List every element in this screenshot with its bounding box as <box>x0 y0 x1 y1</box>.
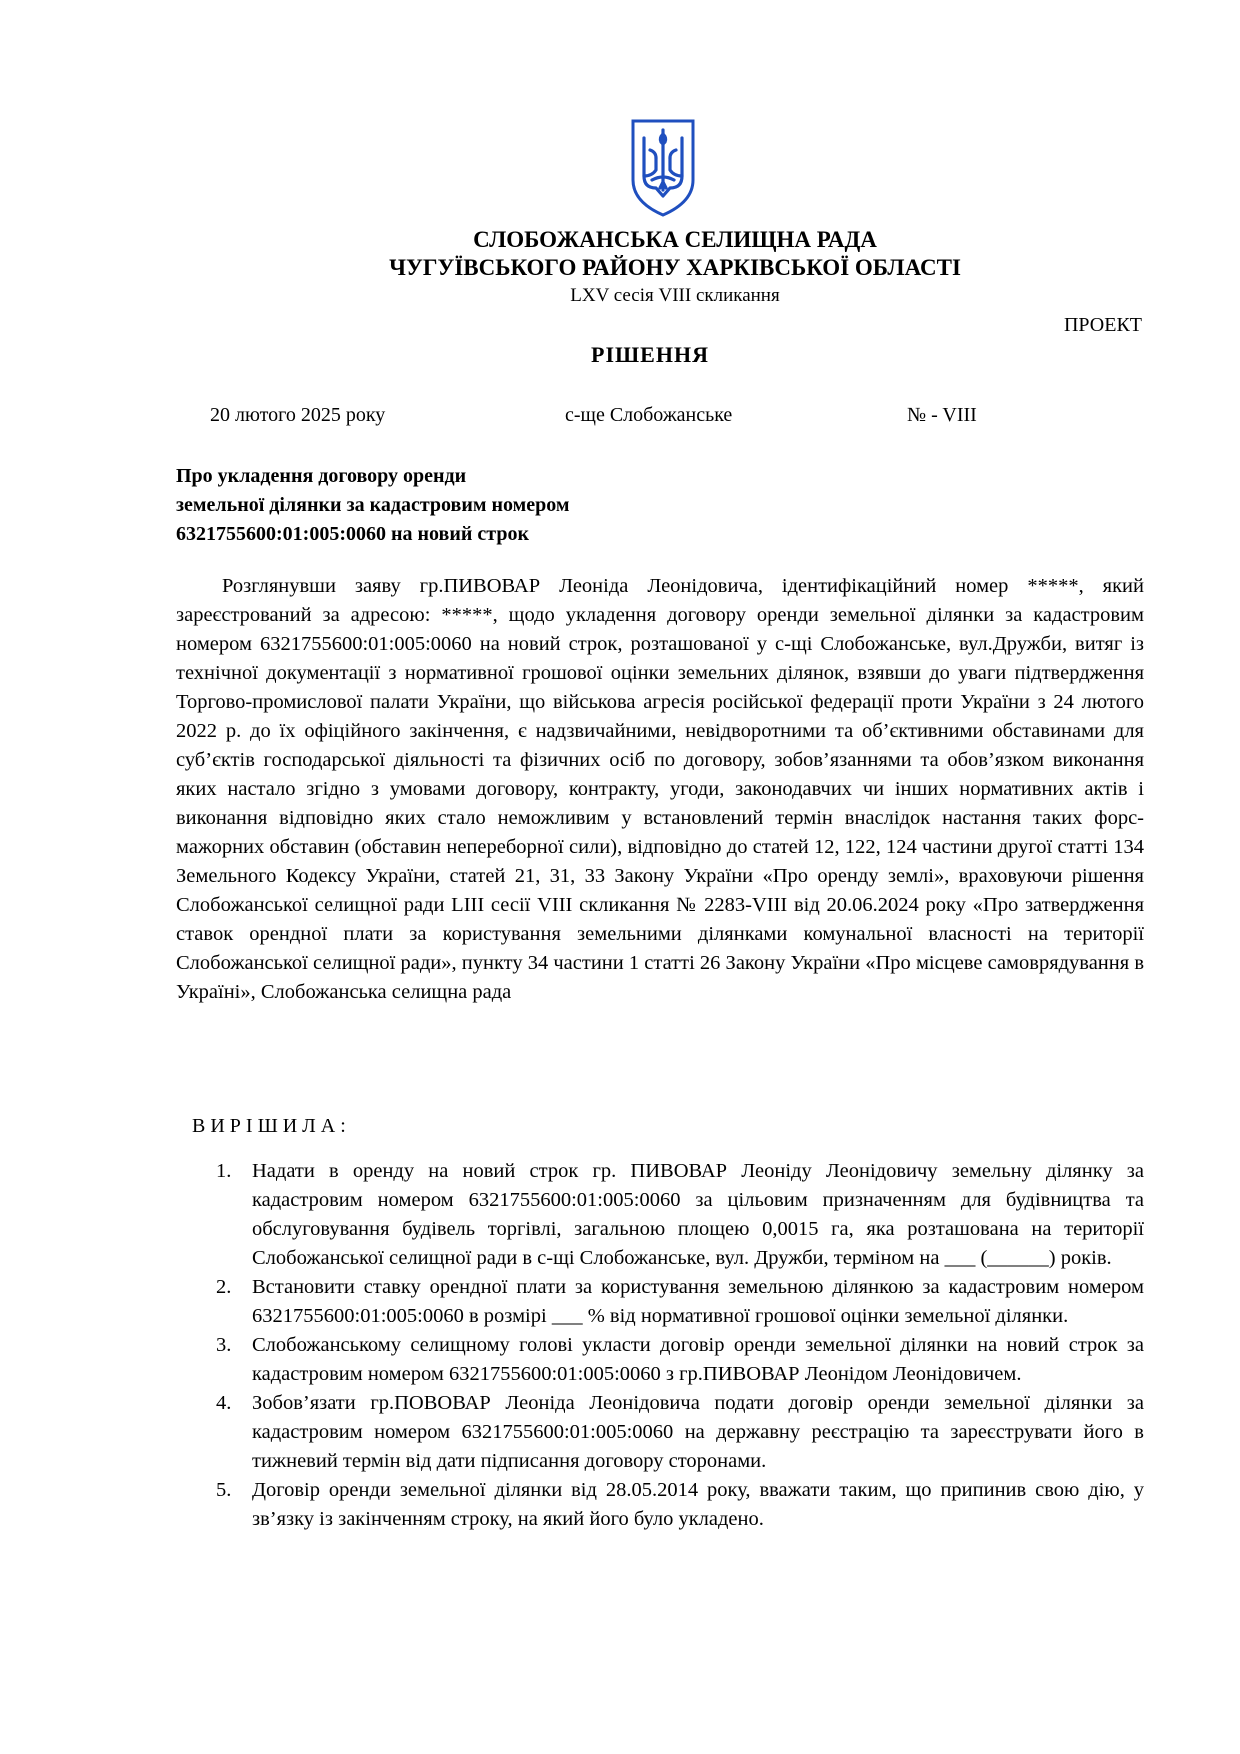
resolution-text: Надати в оренду на новий строк гр. ПИВОВАР Леоніду Леонідовичу земельну ділянку за кадастровим номером 6321755600:01:005:0060 за цільовим призначенням для будівництва та обслуговування будівель торгівлі, загальною площею 0,0015 га, яка розташована на території Слобожанської селищної ради в с-щі Слобожанське, вул. Дружби, терміном на ___ (______) років. <box>252 1160 1144 1269</box>
decision-place: с-ще Слобожанське <box>565 404 733 426</box>
preamble-paragraph: Розглянувши заяву гр.ПИВОВАР Леоніда Леонідовича, ідентифікаційний номер *****, який зареєстрований за адресою: *****, щодо укладення договору оренди земельної ділянки за кадастровим номером 6321755600:01:005:0060 на новий строк, розташованої у с-щі Слобожанське, вул.Дружби, витяг із технічної документації з нормативної грошової оцінки земельних ділянок, взявши до уваги підтвердження Торгово-промислової палати України, що військова агресія російської федерації проти України з 24 лютого 2022 р. до їх офіційного закінчення, є надзвичайними, невідворотними та об’єктивними обставинами для суб’єктів господарської діяльності та фізичних осіб по договору, зобов’язаннями та обов’язком виконання яких настало згідно з умовами договору, контракту, угоди, законодавчих чи інших нормативних актів і виконання відповідно яких стало неможливим у встановлений термін внаслідок настання таких форс-мажорних обставин (обставин непереборної сили), відповідно до статей 12, 122, 124 частини другої статті 134 Земельного Кодексу України, статей 21, 31, 33 Закону України «Про оренду землі», враховуючи рішення Слобожанської селищної ради LIII сесії VIII скликання № 2283-VIII від 20.06.2024 року «Про затвердження ставок орендної плати за користування земельними ділянками комунальної власності на території Слобожанської селищної ради», пункту 34 частини 1 статті 26 Закону України «Про місцеве самоврядування в Україні», Слобожанська селищна рада <box>176 575 1144 1003</box>
resolution-number: 3. <box>216 1334 232 1356</box>
resolution-number: 1. <box>216 1160 232 1182</box>
subject-line: земельної ділянки за кадастровим номером <box>176 494 570 516</box>
resolution-item <box>176 1389 1144 1476</box>
session-info: LXV сесія VIII скликання <box>570 285 780 306</box>
resolution-number: 4. <box>216 1392 232 1414</box>
resolution-item <box>176 1331 1144 1389</box>
resolution-number: 2. <box>216 1276 232 1298</box>
trident-coat-of-arms-icon <box>630 118 696 218</box>
resolution-item <box>176 1273 1144 1331</box>
resolution-text: Встановити ставку орендної плати за користування земельною ділянкою за кадастровим номером 6321755600:01:005:0060 в розмірі ___ % від нормативної грошової оцінки земельної ділянки. <box>252 1276 1144 1327</box>
decision-subject <box>176 462 736 549</box>
resolved-heading: ВИРІШИЛА: <box>192 1115 351 1137</box>
resolution-text: Зобов’язати гр.ПОВОВАР Леоніда Леонідовича подати договір оренди земельної ділянки за кадастровим номером 6321755600:01:005:0060 на державну реєстрацію та зареєструвати його в тижневий термін від дати підписання договору сторонами. <box>252 1392 1144 1472</box>
resolution-item <box>176 1157 1144 1273</box>
district-name: ЧУГУЇВСЬКОГО РАЙОНУ ХАРКІВСЬКОЇ ОБЛАСТІ <box>389 255 961 280</box>
project-label: ПРОЕКТ <box>1063 314 1142 336</box>
document-type-title: РІШЕННЯ <box>591 342 709 367</box>
subject-line: Про укладення договору оренди <box>176 465 467 487</box>
resolution-text: Договір оренди земельної ділянки від 28.05.2014 року, вважати таким, що припинив свою дію, у зв’язку із закінченням строку, на який його було укладено. <box>252 1479 1144 1530</box>
subject-line: 6321755600:01:005:0060 на новий строк <box>176 523 529 545</box>
decision-number: № - VIII <box>907 404 977 426</box>
council-name: СЛОБОЖАНСЬКА СЕЛИЩНА РАДА <box>473 227 877 252</box>
decision-date: 20 лютого 2025 року <box>210 404 386 426</box>
resolution-item <box>176 1476 1144 1534</box>
resolution-text: Слобожанському селищному голові укласти договір оренди земельної ділянки на новий строк за кадастровим номером 6321755600:01:005:0060 з гр.ПИВОВАР Леонідом Леонідовичем. <box>252 1334 1144 1385</box>
resolutions-list <box>176 1157 1144 1534</box>
resolution-number: 5. <box>216 1479 232 1501</box>
